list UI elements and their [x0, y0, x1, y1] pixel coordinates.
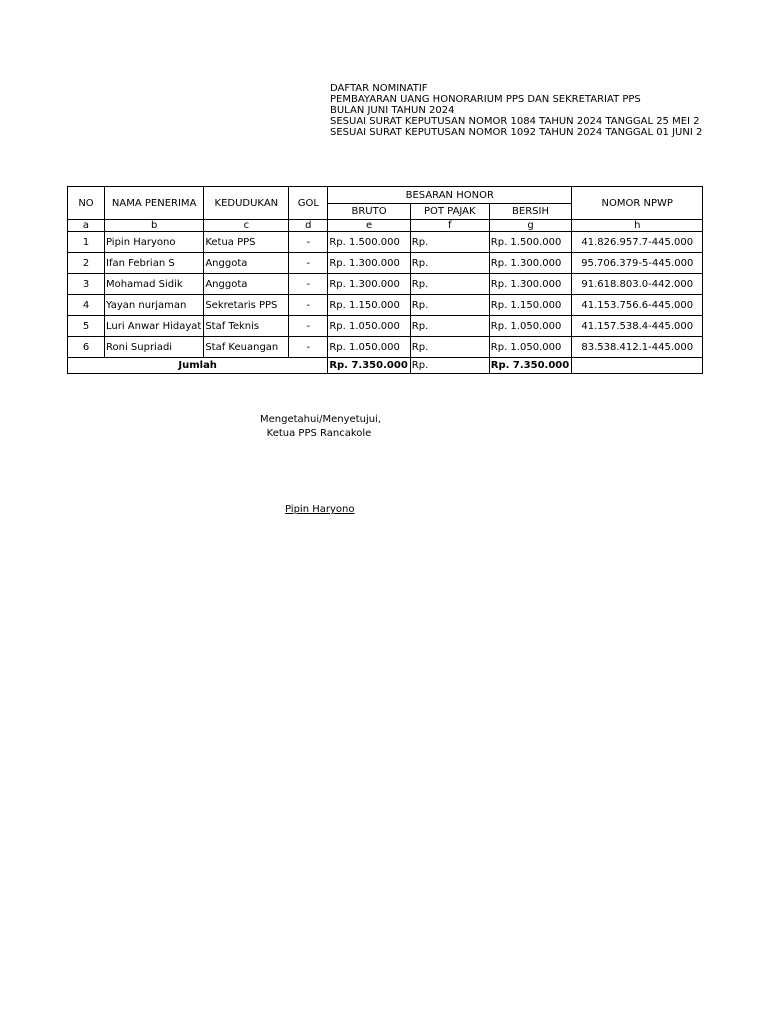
header-gol: GOL [289, 187, 328, 220]
total-bersih: Rp. 7.350.000 [489, 358, 571, 374]
total-npwp [572, 358, 703, 374]
row-gol: - [289, 274, 328, 295]
column-letter: g [489, 220, 571, 232]
row-kedudukan: Anggota [204, 274, 289, 295]
row-no: 4 [68, 295, 105, 316]
header-bruto: BRUTO [328, 204, 410, 220]
row-kedudukan: Staf Teknis [204, 316, 289, 337]
column-letter: b [105, 220, 204, 232]
row-bersih: Rp. 1.300.000 [489, 253, 571, 274]
row-npwp: 95.706.379-5-445.000 [572, 253, 703, 274]
row-gol: - [289, 232, 328, 253]
document-subtitle: PEMBAYARAN UANG HONORARIUM PPS DAN SEKRETARIAT PPS [330, 94, 641, 105]
row-nama: Mohamad Sidik [105, 274, 204, 295]
row-pot-pajak: Rp. [410, 232, 489, 253]
header-besaran-honor: BESARAN HONOR [328, 187, 572, 204]
column-letter: e [328, 220, 410, 232]
header-pot-pajak: POT PAJAK [410, 204, 489, 220]
row-gol: - [289, 295, 328, 316]
row-npwp: 91.618.803.0-442.000 [572, 274, 703, 295]
total-bruto: Rp. 7.350.000 [328, 358, 410, 374]
total-pot-pajak: Rp. [410, 358, 489, 374]
row-nama: Roni Supriadi [105, 337, 204, 358]
row-pot-pajak: Rp. [410, 316, 489, 337]
decree-reference-2: SESUAI SURAT KEPUTUSAN NOMOR 1092 TAHUN 2024 TANGGAL 01 JUNI 2 [330, 127, 702, 138]
approval-line: Mengetahui/Menyetujui, [260, 414, 382, 425]
document-header [330, 83, 702, 153]
nominative-table [67, 186, 703, 374]
row-gol: - [289, 316, 328, 337]
total-label: Jumlah [68, 358, 328, 374]
decree-reference-1: SESUAI SURAT KEPUTUSAN NOMOR 1084 TAHUN 2024 TANGGAL 25 MEI 2 [330, 116, 700, 127]
row-npwp: 41.153.756.6-445.000 [572, 295, 703, 316]
row-gol: - [289, 253, 328, 274]
row-bruto: Rp. 1.150.000 [328, 295, 410, 316]
header-kedudukan: KEDUDUKAN [204, 187, 289, 220]
row-kedudukan: Staf Keuangan [204, 337, 289, 358]
row-bersih: Rp. 1.150.000 [489, 295, 571, 316]
row-nama: Yayan nurjaman [105, 295, 204, 316]
row-bersih: Rp. 1.300.000 [489, 274, 571, 295]
row-bersih: Rp. 1.500.000 [489, 232, 571, 253]
document-period: BULAN JUNI TAHUN 2024 [330, 105, 455, 116]
row-no: 6 [68, 337, 105, 358]
row-bersih: Rp. 1.050.000 [489, 316, 571, 337]
row-bruto: Rp. 1.300.000 [328, 274, 410, 295]
header-nama: NAMA PENERIMA [105, 187, 204, 220]
row-pot-pajak: Rp. [410, 337, 489, 358]
column-letter: a [68, 220, 105, 232]
table-row [68, 295, 703, 316]
header-npwp: NOMOR NPWP [572, 187, 703, 220]
row-nama: Pipin Haryono [105, 232, 204, 253]
row-kedudukan: Anggota [204, 253, 289, 274]
table-row [68, 232, 703, 253]
table-row [68, 274, 703, 295]
row-bruto: Rp. 1.300.000 [328, 253, 410, 274]
row-bruto: Rp. 1.050.000 [328, 337, 410, 358]
row-npwp: 41.157.538.4-445.000 [572, 316, 703, 337]
header-no: NO [68, 187, 105, 220]
column-letter-row [68, 220, 703, 232]
header-bersih: BERSIH [489, 204, 571, 220]
column-letter: h [572, 220, 703, 232]
approval-title: Ketua PPS Rancakole [266, 428, 372, 439]
row-nama: Luri Anwar Hidayat [105, 316, 204, 337]
signer-name: Pipin Haryono [285, 504, 355, 515]
row-kedudukan: Sekretaris PPS [204, 295, 289, 316]
row-gol: - [289, 337, 328, 358]
column-letter: c [204, 220, 289, 232]
row-bruto: Rp. 1.500.000 [328, 232, 410, 253]
row-no: 1 [68, 232, 105, 253]
document-title: DAFTAR NOMINATIF [330, 83, 428, 94]
table-row [68, 316, 703, 337]
column-letter: d [289, 220, 328, 232]
row-npwp: 41.826.957.7-445.000 [572, 232, 703, 253]
row-pot-pajak: Rp. [410, 274, 489, 295]
row-no: 5 [68, 316, 105, 337]
row-npwp: 83.538.412.1-445.000 [572, 337, 703, 358]
approval-block [260, 413, 382, 441]
header-row [68, 187, 703, 204]
row-bersih: Rp. 1.050.000 [489, 337, 571, 358]
total-row [68, 358, 703, 374]
table-row [68, 337, 703, 358]
row-pot-pajak: Rp. [410, 295, 489, 316]
row-kedudukan: Ketua PPS [204, 232, 289, 253]
row-nama: Ifan Febrian S [105, 253, 204, 274]
row-bruto: Rp. 1.050.000 [328, 316, 410, 337]
table-row [68, 253, 703, 274]
row-no: 3 [68, 274, 105, 295]
column-letter: f [410, 220, 489, 232]
row-no: 2 [68, 253, 105, 274]
row-pot-pajak: Rp. [410, 253, 489, 274]
